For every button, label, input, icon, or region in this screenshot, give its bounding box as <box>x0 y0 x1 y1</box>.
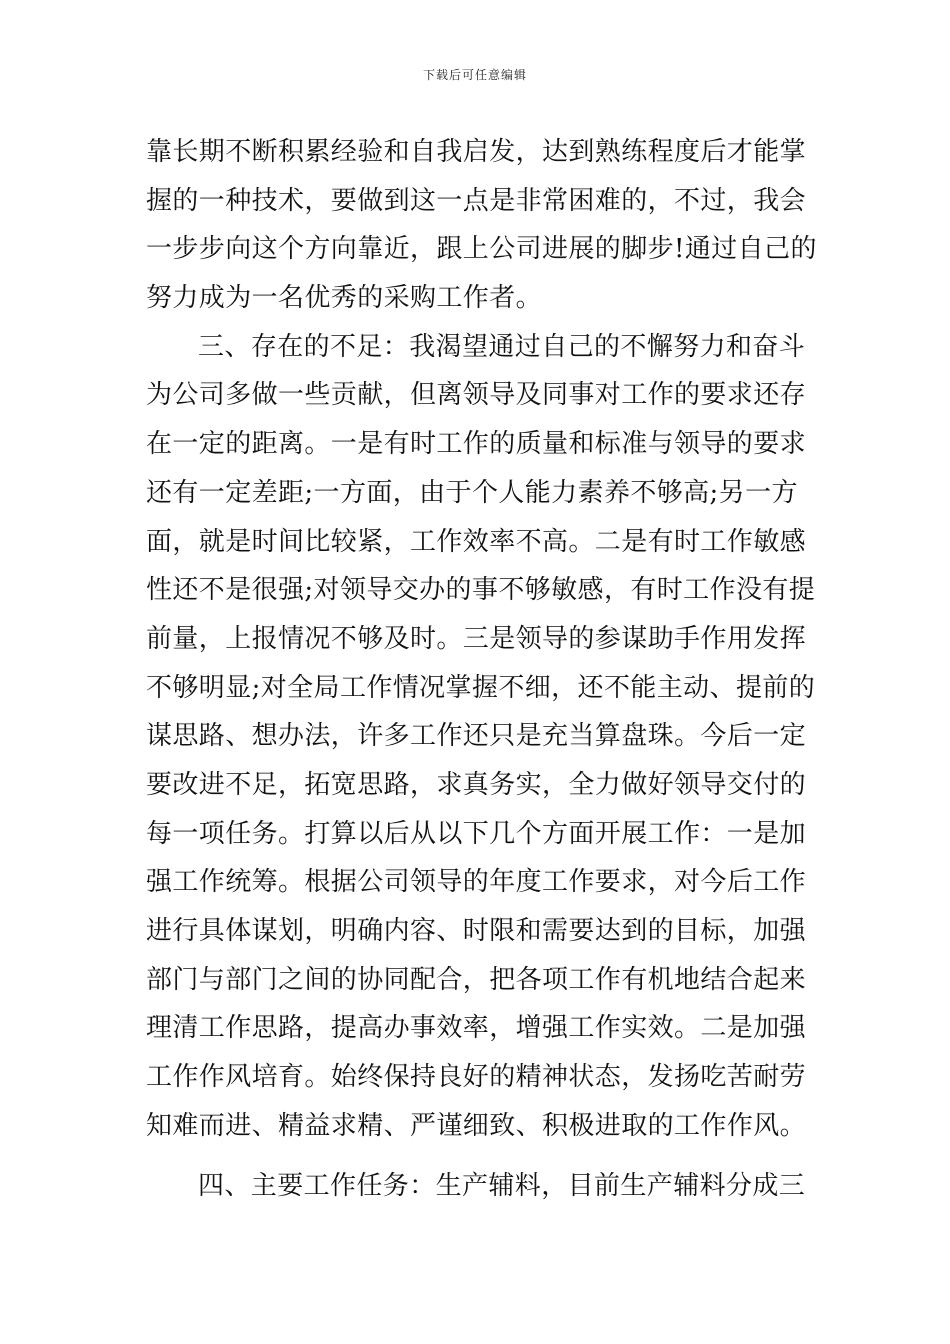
text-line: 强工作统筹。根据公司领导的年度工作要求，对今后工作 <box>146 867 807 898</box>
text-line: 工作作风培育。始终保持良好的精神状态，发扬吃苦耐劳 <box>146 1062 807 1093</box>
document-body <box>146 128 817 1211</box>
text-line: 为公司多做一些贡献，但离领导及同事对工作的要求还存 <box>146 380 807 411</box>
text-line: 知难而进、精益求精、严谨细致、积极进取的工作作风。 <box>146 1110 807 1141</box>
text-line: 部门与部门之间的协同配合，把各项工作有机地结合起来 <box>146 964 807 995</box>
text-line: 面，就是时间比较紧，工作效率不高。二是有时工作敏感 <box>146 526 807 557</box>
text-line: 握的一种技术，要做到这一点是非常困难的，不过，我会 <box>146 185 807 216</box>
text-line: 理清工作思路，提高办事效率，增强工作实效。二是加强 <box>146 1013 807 1044</box>
paragraph-3 <box>146 1162 806 1211</box>
text-line: 在一定的距离。一是有时工作的质量和标准与领导的要求 <box>146 429 807 460</box>
text-line: 努力成为一名优秀的采购工作者。 <box>146 283 543 314</box>
text-line: 三、存在的不足：我渴望通过自己的不懈努力和奋斗 <box>198 331 806 362</box>
text-line: 靠长期不断积累经验和自我启发，达到熟练程度后才能掌 <box>146 137 807 167</box>
text-line: 不够明显;对全局工作情况掌握不细，还不能主动、提前的 <box>146 672 816 703</box>
text-line: 性还不是很强;对领导交办的事不够敏感，有时工作没有提 <box>146 575 816 606</box>
text-line: 一步步向这个方向靠近，跟上公司进展的脚步!通过自己的 <box>146 234 817 265</box>
paragraph-gap <box>146 1150 806 1162</box>
text-line: 要改进不足，拓宽思路，求真务实，全力做好领导交付的 <box>146 769 807 800</box>
text-line: 还有一定差距;一方面，由于个人能力素养不够高;另一方 <box>146 477 798 508</box>
text-line: 前量，上报情况不够及时。三是领导的参谋助手作用发挥 <box>146 623 807 654</box>
text-line: 四、主要工作任务：生产辅料，目前生产辅料分成三 <box>198 1171 806 1202</box>
paragraph-2 <box>146 323 816 1151</box>
text-line: 每一项任务。打算以后从以下几个方面开展工作：一是加 <box>146 818 807 849</box>
text-line: 进行具体谋划，明确内容、时限和需要达到的目标，加强 <box>146 916 807 946</box>
paragraph-1 <box>146 128 817 323</box>
text-line: 谋思路、想办法，许多工作还只是充当算盘珠。今后一定 <box>146 721 807 752</box>
page-header: 下载后可任意编辑 <box>422 68 527 82</box>
